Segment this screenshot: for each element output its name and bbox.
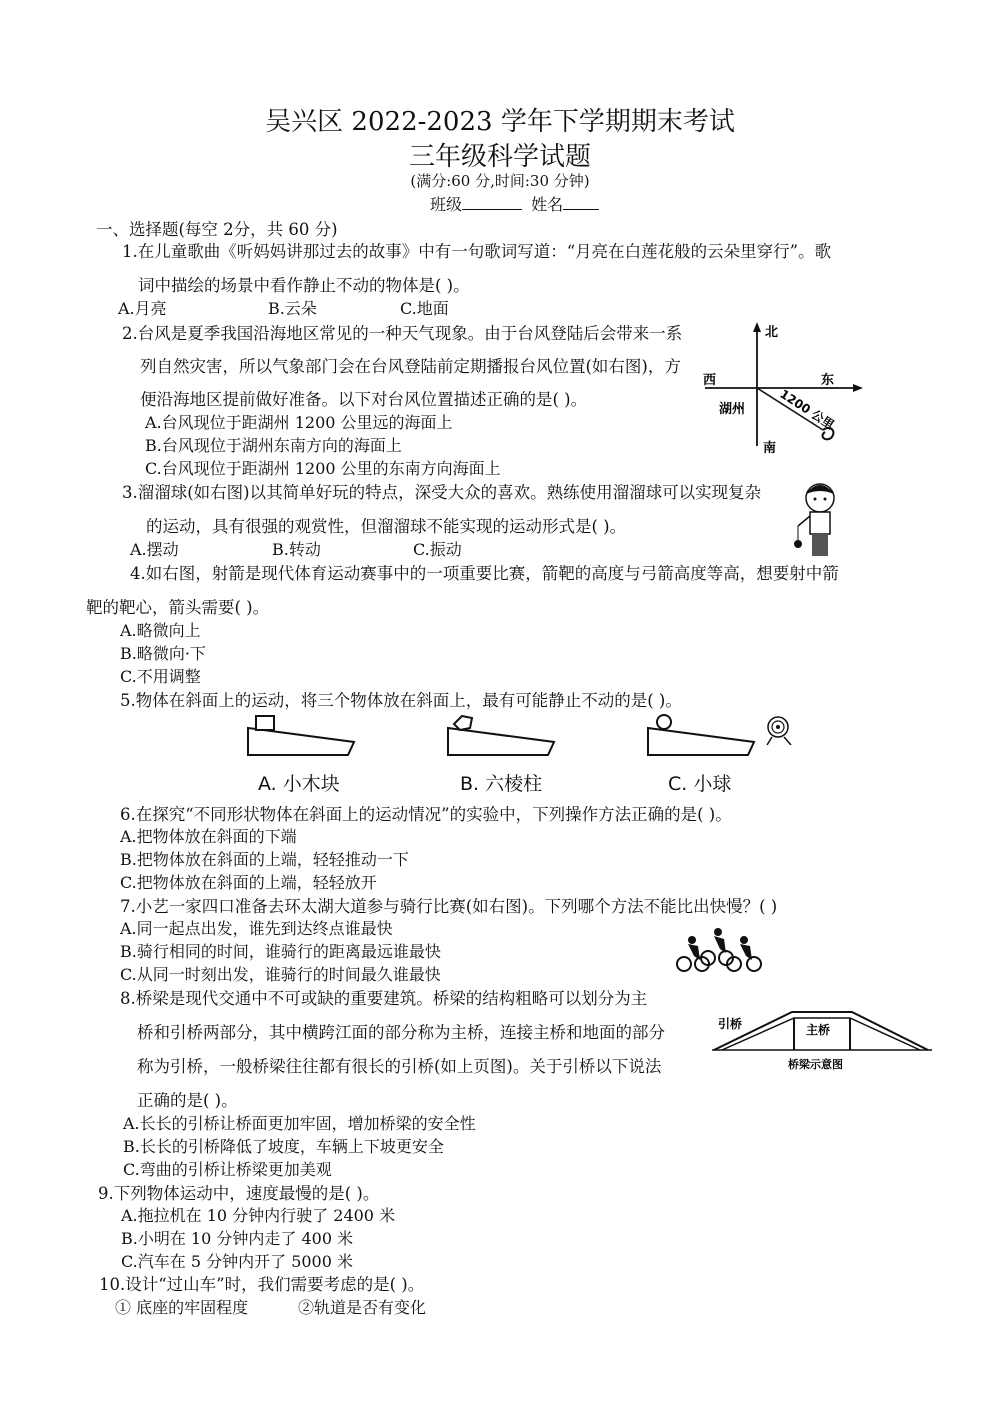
q4-option-c[interactable]: C.不用调整 xyxy=(120,667,201,686)
q8-option-a[interactable]: A.长长的引桥让桥面更加牢固，增加桥梁的安全性 xyxy=(123,1114,476,1133)
q3-option-b[interactable]: B.转动 xyxy=(272,540,321,559)
q8-stem-line3: 称为引桥，一般桥梁往往都有很长的引桥(如上页图)。关于引桥以下说法 xyxy=(137,1057,662,1076)
main-span-label: 主桥 xyxy=(806,1023,831,1037)
boy-body-icon xyxy=(810,512,830,534)
q5-option-a[interactable]: A. 小木块 xyxy=(258,773,340,795)
q1-option-b[interactable]: B.云朵 xyxy=(268,299,317,318)
q2-option-c[interactable]: C.台风现位于距湖州 1200 公里的东南方向海面上 xyxy=(145,459,501,478)
q3-option-c[interactable]: C.振动 xyxy=(413,540,462,559)
q8-stem-line2: 桥和引桥两部分，其中横跨江面的部分称为主桥，连接主桥和地面的部分 xyxy=(137,1023,665,1042)
q8-stem-line1: 8.桥梁是现代交通中不可或缺的重要建筑。桥梁的结构粗略可以划分为主 xyxy=(120,989,648,1008)
q5-option-c[interactable]: C. 小球 xyxy=(668,773,732,795)
q3-option-a[interactable]: A.摆动 xyxy=(130,540,179,559)
class-label: 班级 xyxy=(430,195,463,214)
q2-option-a[interactable]: A.台风现位于距湖州 1200 公里远的海面上 xyxy=(145,413,453,432)
distance-label: 1200 公里 xyxy=(777,386,837,433)
slope-a xyxy=(248,716,354,755)
typhoon-map xyxy=(695,318,870,458)
q9-option-c[interactable]: C.汽车在 5 分钟内开了 5000 米 xyxy=(121,1252,354,1271)
q9-stem: 9.下列物体运动中，速度最慢的是( )。 xyxy=(98,1184,380,1203)
name-label: 姓名 xyxy=(531,195,564,214)
q7-stem: 7.小艺一家四口准备去环太湖大道参与骑行比赛(如右图)。下列哪个方法不能比出快慢？( ) xyxy=(120,897,778,916)
q10-option-2[interactable]: ②轨道是否有变化 xyxy=(298,1298,427,1317)
q7-option-b[interactable]: B.骑行相同的时间，谁骑行的距离最远谁最快 xyxy=(120,942,441,961)
section-heading: 一、选择题(每空 2分，共 60 分) xyxy=(96,220,338,239)
q10-stem: 10.设计“过山车”时，我们需要考虑的是( )。 xyxy=(99,1275,425,1294)
q6-option-a[interactable]: A.把物体放在斜面的下端 xyxy=(120,827,297,846)
q7-option-c[interactable]: C.从同一时刻出发，谁骑行的时间最久谁最快 xyxy=(120,965,441,984)
boy-legs-icon xyxy=(812,534,828,556)
q1-stem-line1: 1.在儿童歌曲《听妈妈讲那过去的故事》中有一句歌词写道：“月亮在白莲花般的云朵里穿行”。歌 xyxy=(122,242,832,261)
q3-stem-line1: 3.溜溜球(如右图)以其简单好玩的特点，深受大众的喜欢。熟练使用溜溜球可以实现复杂 xyxy=(122,483,762,502)
q2-option-b[interactable]: B.台风现位于湖州东南方向的海面上 xyxy=(145,436,402,455)
slope-c xyxy=(648,715,754,755)
q4-option-a[interactable]: A.略微向上 xyxy=(120,621,201,640)
q5-option-b[interactable]: B. 六棱柱 xyxy=(460,773,543,795)
east-arrow-icon xyxy=(853,384,863,392)
q1-option-a[interactable]: A.月亮 xyxy=(118,299,167,318)
exam-subtitle: 三年级科学试题 xyxy=(408,142,591,172)
slope-b-icon xyxy=(448,728,554,755)
exam-title: 吴兴区 2022-2023 学年下学期期末考试 xyxy=(265,107,735,137)
q9-option-a[interactable]: A.拖拉机在 10 分钟内行驶了 2400 米 xyxy=(121,1206,396,1225)
bike-wheel-icon xyxy=(677,957,691,971)
south-label: 南 xyxy=(763,441,777,456)
bridge-caption: 桥梁示意图 xyxy=(788,1058,843,1071)
q2-stem-line1: 2.台风是夏季我国沿海地区常见的一种天气现象。由于台风登陆后会带来一系 xyxy=(122,324,683,343)
q4-option-b[interactable]: B.略微向·下 xyxy=(120,644,206,663)
slope-a-icon xyxy=(248,728,354,755)
q6-option-c[interactable]: C.把物体放在斜面的上端，轻轻放开 xyxy=(120,873,377,892)
west-label: 西 xyxy=(703,373,717,388)
north-arrow-icon xyxy=(753,322,761,332)
class-blank[interactable] xyxy=(462,195,522,210)
yoyo-boy-illustration xyxy=(790,478,850,563)
q8-stem-line4: 正确的是( )。 xyxy=(137,1091,238,1110)
slope-c-icon xyxy=(648,728,754,755)
q5-stem: 5.物体在斜面上的运动，将三个物体放在斜面上，最有可能静止不动的是( )。 xyxy=(120,691,682,710)
q8-option-b[interactable]: B.长长的引桥降低了坡度，车辆上下坡更安全 xyxy=(123,1137,444,1156)
city-label: 湖州 xyxy=(719,402,746,417)
q6-stem: 6.在探究“不同形状物体在斜面上的运动情况”的实验中，下列操作方法正确的是( )。 xyxy=(120,805,732,824)
q3-stem-line2: 的运动，具有很强的观赏性，但溜溜球不能实现的运动形式是( )。 xyxy=(146,517,627,536)
student-fields xyxy=(430,192,599,215)
approach-label: 引桥 xyxy=(718,1017,743,1031)
hexagonal-prism-icon xyxy=(454,716,472,730)
q7-option-a[interactable]: A.同一起点出发，谁先到达终点谁最快 xyxy=(120,919,393,938)
wood-block-icon xyxy=(256,716,274,730)
rider-icon xyxy=(688,936,696,944)
name-blank[interactable] xyxy=(563,195,599,210)
q9-option-b[interactable]: B.小明在 10 分钟内走了 400 米 xyxy=(121,1229,354,1248)
q4-stem-line1: 4.如右图，射箭是现代体育运动赛事中的一项重要比赛，箭靶的高度与弓箭高度等高，想要射中箭 xyxy=(130,564,839,583)
ball-icon xyxy=(657,715,671,729)
slope-b xyxy=(448,716,554,755)
q8-option-c[interactable]: C.弯曲的引桥让桥梁更加美观 xyxy=(123,1160,332,1179)
bridge-diagram xyxy=(712,1000,934,1072)
q1-stem-line2: 词中描绘的场景中看作静止不动的物体是( )。 xyxy=(138,276,470,295)
yoyo-icon xyxy=(794,540,802,548)
q2-stem-line2: 列自然灾害，所以气象部门会在台风登陆前定期播报台风位置(如右图)，方 xyxy=(140,357,681,376)
east-label: 东 xyxy=(821,373,835,388)
q2-stem-line3: 便沿海地区提前做好准备。以下对台风位置描述正确的是( )。 xyxy=(140,390,588,409)
q6-option-b[interactable]: B.把物体放在斜面的上端，轻轻推动一下 xyxy=(120,850,409,869)
q10-option-1[interactable]: ① 底座的牢固程度 xyxy=(115,1298,249,1317)
cyclists-illustration xyxy=(672,924,767,974)
exam-info: (满分:60 分,时间:30 分钟) xyxy=(410,172,590,190)
q4-stem-line2: 靶的靶心，箭头需要( )。 xyxy=(86,598,270,617)
q1-option-c[interactable]: C.地面 xyxy=(400,299,449,318)
north-label: 北 xyxy=(765,325,779,340)
